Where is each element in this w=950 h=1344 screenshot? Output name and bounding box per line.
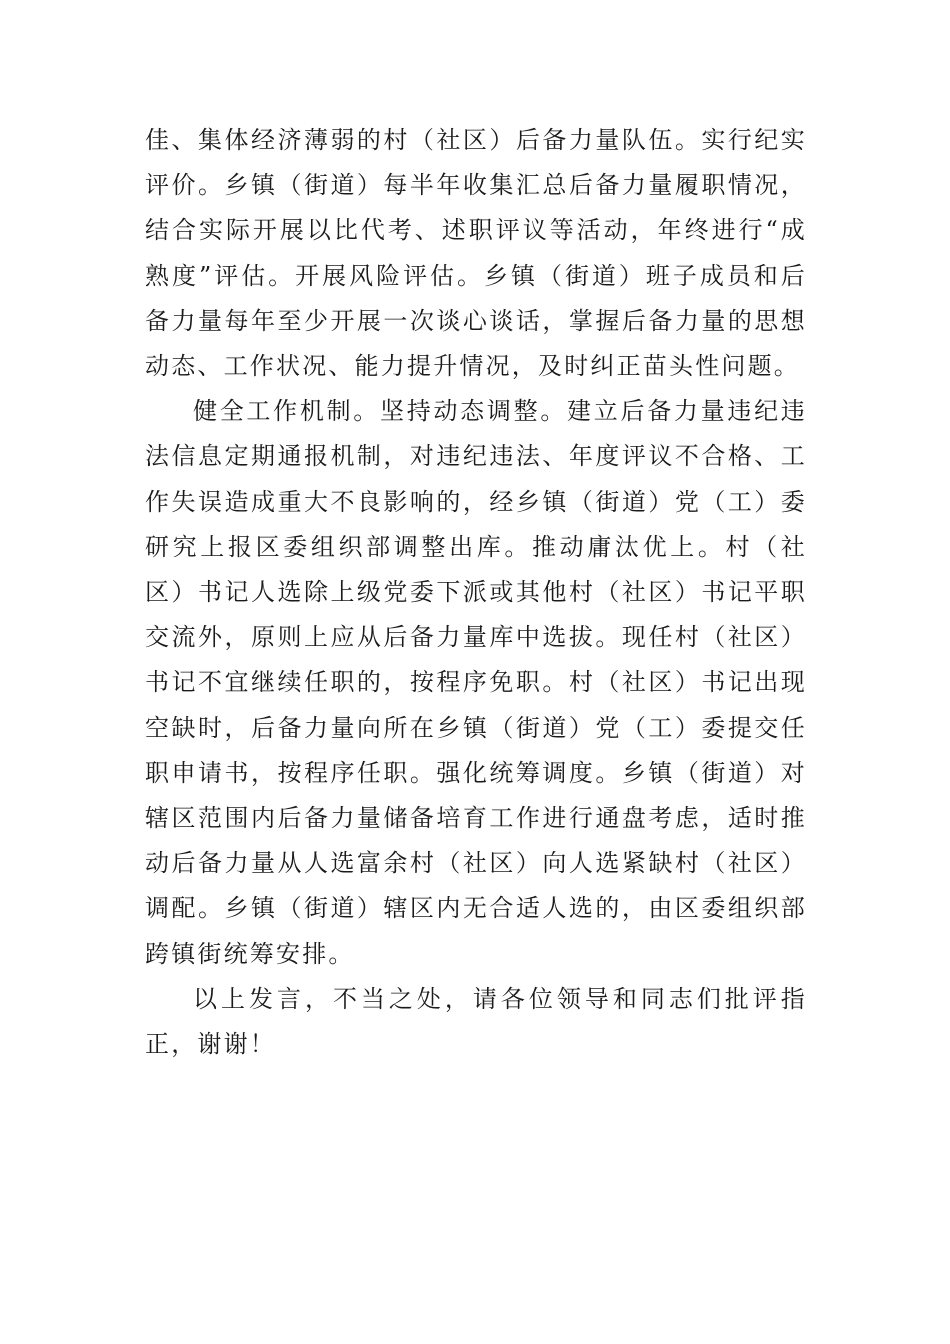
paragraph-closing: 以上发言，不当之处，请各位领导和同志们批评指正，谢谢！	[145, 984, 807, 1059]
document-body	[145, 118, 807, 1067]
paragraph-continuation: 佳、集体经济薄弱的村（社区）后备力量队伍。实行纪实评价。乡镇（街道）每半年收集汇总后备力量履职情况，结合实际开展以比代考、述职评议等活动，年终进行“成熟度”评估。开展风险评估。乡镇（街道）班子成员和后备力量每年至少开展一次谈心谈话，掌握后备力量的思想动态、工作状况、能力提升情况，及时纠正苗头性问题。	[145, 126, 807, 381]
paragraph-work-mechanism: 健全工作机制。坚持动态调整。建立后备力量违纪违法信息定期通报机制，对违纪违法、年度评议不合格、工作失误造成重大不良影响的，经乡镇（街道）党（工）委研究上报区委组织部调整出库。推动庸汰优上。村（社区）书记人选除上级党委下派或其他村（社区）书记平职交流外，原则上应从后备力量库中选拔。现任村（社区）书记不宜继续任职的，按程序免职。村（社区）书记出现空缺时，后备力量向所在乡镇（街道）党（工）委提交任职申请书，按程序任职。强化统筹调度。乡镇（街道）对辖区范围内后备力量储备培育工作进行通盘考虑，适时推动后备力量从人选富余村（社区）向人选紧缺村（社区）调配。乡镇（街道）辖区内无合适人选的，由区委组织部跨镇街统筹安排。	[145, 397, 807, 968]
